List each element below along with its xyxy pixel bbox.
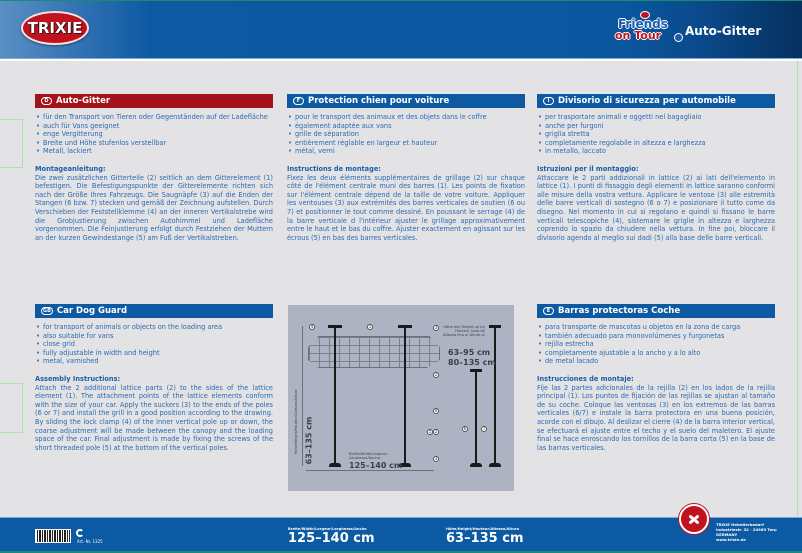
instructions-text: Die zwei zusätzlichen Gitterteile (2) seitlich an dem Gitterelement (1) befestigen. Die Befestigungspunkte der Gitterelemente richten sich nach der Größe Ihres Fahrzeugs. Die Saugnäpfe (3) auf die Enden der Stangen (6 bzw. 7) stecken und gemäß der Zeichnung aufstellen. Durch Verschieben der Feststellklemme (4) an der inneren Vertikalstrebe wird die Grobjustierung zwischen Autohimmel und Ladefläche vorgenommen. Die Feinjustierung erfolgt durch Festziehen der Muttern an der kurzen Gewindestange (5) am Fuß der Vertikalstreben. [35,173,273,242]
section-header [35,304,273,318]
section-title: Protection chien pour voiture [308,96,450,106]
feature-item: • in metallo, laccato [537,147,775,156]
easy-assembly-seal [679,504,709,534]
width-label: Breite/Width/Largeur/ Larghezza/Ancho: [349,452,388,460]
recycle-icon [76,529,84,537]
country-badge: I [543,97,554,105]
width-value: 125–140 cm [349,461,403,470]
footer-width-label: Breite/Width/Largeur/Larghezza/Ancho [288,527,367,531]
friends-on-tour-logo [614,11,680,47]
suction-foot [489,463,501,467]
callout-marker: 5 [428,429,432,434]
feature-item: • completamente regolabile in altezza e larghezza [537,139,775,148]
address-line: TRIXIE Heimtierbedarf [716,522,764,527]
feature-item: • metal, varnished [35,357,273,366]
footer-width-value: 125–140 cm [288,531,375,546]
website-link[interactable]: www.trixie.de [716,537,746,542]
height-up-to-label: Höhe bis/ Height up to/ Hauteur jusqu'à/ Altezza fino a/ Altura a: [443,325,486,337]
section-english [35,304,273,452]
fold-mark [0,383,23,433]
instructions-heading: Assembly Instructions: [35,374,121,383]
callout-marker: 4 [434,408,438,413]
feature-item: • pour le transport des animaux et des objets dans le coffre [287,113,525,122]
callout-marker: 4 [310,324,314,329]
callout-marker: 7 [482,426,486,431]
height-range-short: 63–95 cm [448,348,491,357]
country-badge: GB [43,308,51,314]
instructions-heading: Instructions de montage: [287,164,381,173]
feature-item: • Breite und Höhe stufenlos verstellbar [35,139,273,148]
callout-marker: 6 [463,426,467,431]
feature-list [537,323,775,366]
section-title: Divisorio di sicurezza per automobile [558,96,736,106]
country-badge: E [543,307,554,315]
company-address [716,522,777,542]
suction-cap [398,325,412,328]
header-banner [0,1,802,58]
article-number: Art.-Nr. 1325 [77,539,103,544]
fold-mark [0,119,23,168]
section-title: Car Dog Guard [56,306,128,316]
fold-mark [797,60,798,518]
vertical-pole [404,327,406,465]
feature-item: • Metall, lackiert [35,147,273,156]
feature-item: • grille de séparation [287,130,525,139]
instructions-text: Attach the 2 additional lattice parts (2) to the sides of the lattice element (1). The attachment points of the lattice elements conform with the size of your car. Apply the suckers (3) to the ends of the poles (6 or 7) and install the grill in a good position according to the drawing. By sliding the lock clamp (4) of the inner vertical pole up or down, the coarse adjustment will be made between the canopy and the loading space of the car. Final adjustment is made by fixing the screws of the short threaded pole (5) at the bottom of the vertical poles. [35,383,273,452]
instructions-heading: Instrucciones de montaje: [537,374,634,383]
height-dimension-line [302,326,303,466]
suction-cap [328,325,342,328]
footer-height-label: Höhe/Height/Hauteur/Altezza/Altura [446,527,519,531]
callout-marker: 3 [434,456,438,461]
feature-item: • fully adjustable in width and height [35,349,273,358]
instructions-text: Fixez les deux éléments supplémentaires de grillage (2) sur chaque côté de l'élément centrale muni des barres (1). Les points de fixation sur l'élément centrale dépend de la taille de votre voiture. Appliquer les ventouses (3) aux extrémités des barres verticales de soutien (6 ou 7) et positionner le tout comme dessiné. En poussant le serrage (4) de la barre verticale d l'intérieur ajuster le grillage approximativement entre le haut et le bas du coffre. Ajuster exactement en agissant sur les écrous (5) en bas des barres verticales. [287,173,525,242]
trixie-logo [21,11,89,45]
feature-item: • auch für Vans geeignet [35,122,273,131]
suction-foot [470,463,482,467]
header-divider-accent [0,58,802,59]
section-german [35,94,273,242]
country-badge: D [41,97,52,105]
short-pole [475,371,477,466]
feature-list [35,113,273,156]
lattice-grid [308,336,440,368]
feature-item: • also suitable for vans [35,332,273,341]
feature-item: • anche per furgoni [537,122,775,131]
vertical-pole [334,327,336,465]
suction-foot [329,463,341,467]
feature-item: • también adecuado para monovolúmenes y furgonetas [537,332,775,341]
suction-cap [470,369,482,372]
feature-item: • completamente ajustable a lo ancho y a lo alto [537,349,775,358]
feature-item: • de metal lacado [537,357,775,366]
sub-brand-line1: Friends [618,17,668,31]
feature-item: • griglia stretta [537,130,775,139]
section-title: Auto-Gitter [56,96,111,106]
feature-item: • per trasportare animali e oggetti nel bagagliaio [537,113,775,122]
feature-item: • métal, verni [287,147,525,156]
height-label: Höhe/Height/Hauteur/Altezza/Altura [294,389,298,455]
section-spanish [537,304,775,452]
feature-item: • enge Vergitterung [35,130,273,139]
address-line: GERMANY [716,532,738,537]
footer-height-value: 63–135 cm [446,531,524,546]
feature-item: • para transporte de mascotas u objetos en la zona de carga [537,323,775,332]
feature-list [35,323,273,366]
instructions-heading: Istruzioni per il montaggio: [537,164,639,173]
width-dimension-line [306,470,434,471]
long-pole [494,327,496,466]
feature-item: • close grid [35,340,273,349]
brand-name: TRIXIE [27,19,83,37]
section-header [537,94,775,108]
feature-list [287,113,525,156]
feature-item: • rejilla estrecha [537,340,775,349]
height-range-long: 80–135 cm [448,358,496,367]
feature-list [537,113,775,156]
section-title: Barras protectoras Coche [558,306,681,316]
instructions-text: Attaccare le 2 parti addizionali in lattice (2) ai lati dell'elemento in lattice (1). I punti di fissaggio degli elementi in lattice saranno conformi alle misure della vostra vettura. Applicare le ventose (3) alle estremità delle barre verticali di sostegno (6 o 7) e posizionare il tutto come da disegno. Nel momento in cui si regolano e quindi si fissano le barre verticali telescopiche (4), sistemare le griglie in altezza e larghezza coprendo lo spazio da chiudere nella vettura. In fine poi, bloccare il divisorio agendo al meglio sui dadi (5) alla base delle barre verticali. [537,173,775,242]
section-header [537,304,775,318]
callout-marker: 2 [434,372,438,377]
paw-icon [674,33,683,42]
feature-item: • for transport of animals or objects on the loading area [35,323,273,332]
instructions-heading: Montageanleitung: [35,164,106,173]
section-header [35,94,273,108]
product-title: Auto-Gitter [685,24,762,38]
callout-marker: 1 [368,324,372,329]
feature-item: • für den Transport von Tieren oder Gegenständen auf der Ladefläche [35,113,273,122]
instructions-text: Fije las 2 partes adicionales de la rejilla (2) en los lados de la rejilla principal (1). Los puntos de fijación de las rejillas se ajustan al tamaño de su coche. Coloque las ventosas (3) en los extremos de las barras verticales (6/7) e instale la barra protectora en una buena posición, acorde con el dibujo. Al deslizar el cierre (4) de la barra interior vertical, se efectuará el ajuste entre el techo y el suelo del maletero. El ajuste final se hace enroscando los tornillos de la barra corta (5) en la base de las barras verticales. [537,383,775,452]
callout-marker: 3 [434,325,438,330]
section-header [287,94,525,108]
section-italian [537,94,775,242]
height-value: 63–135 cm [304,416,314,465]
callout-marker: 2 [434,429,438,434]
feature-item: • également adaptée aux vans [287,122,525,131]
barcode [35,529,71,543]
address-line: Industriestr. 32 · 24963 Tarp [716,527,777,532]
sub-brand-line2: on Tour [615,29,662,42]
country-badge: F [293,97,304,105]
feature-item: • entièrement réglable en largeur et hauteur [287,139,525,148]
suction-cap [489,325,501,328]
section-french [287,94,525,242]
